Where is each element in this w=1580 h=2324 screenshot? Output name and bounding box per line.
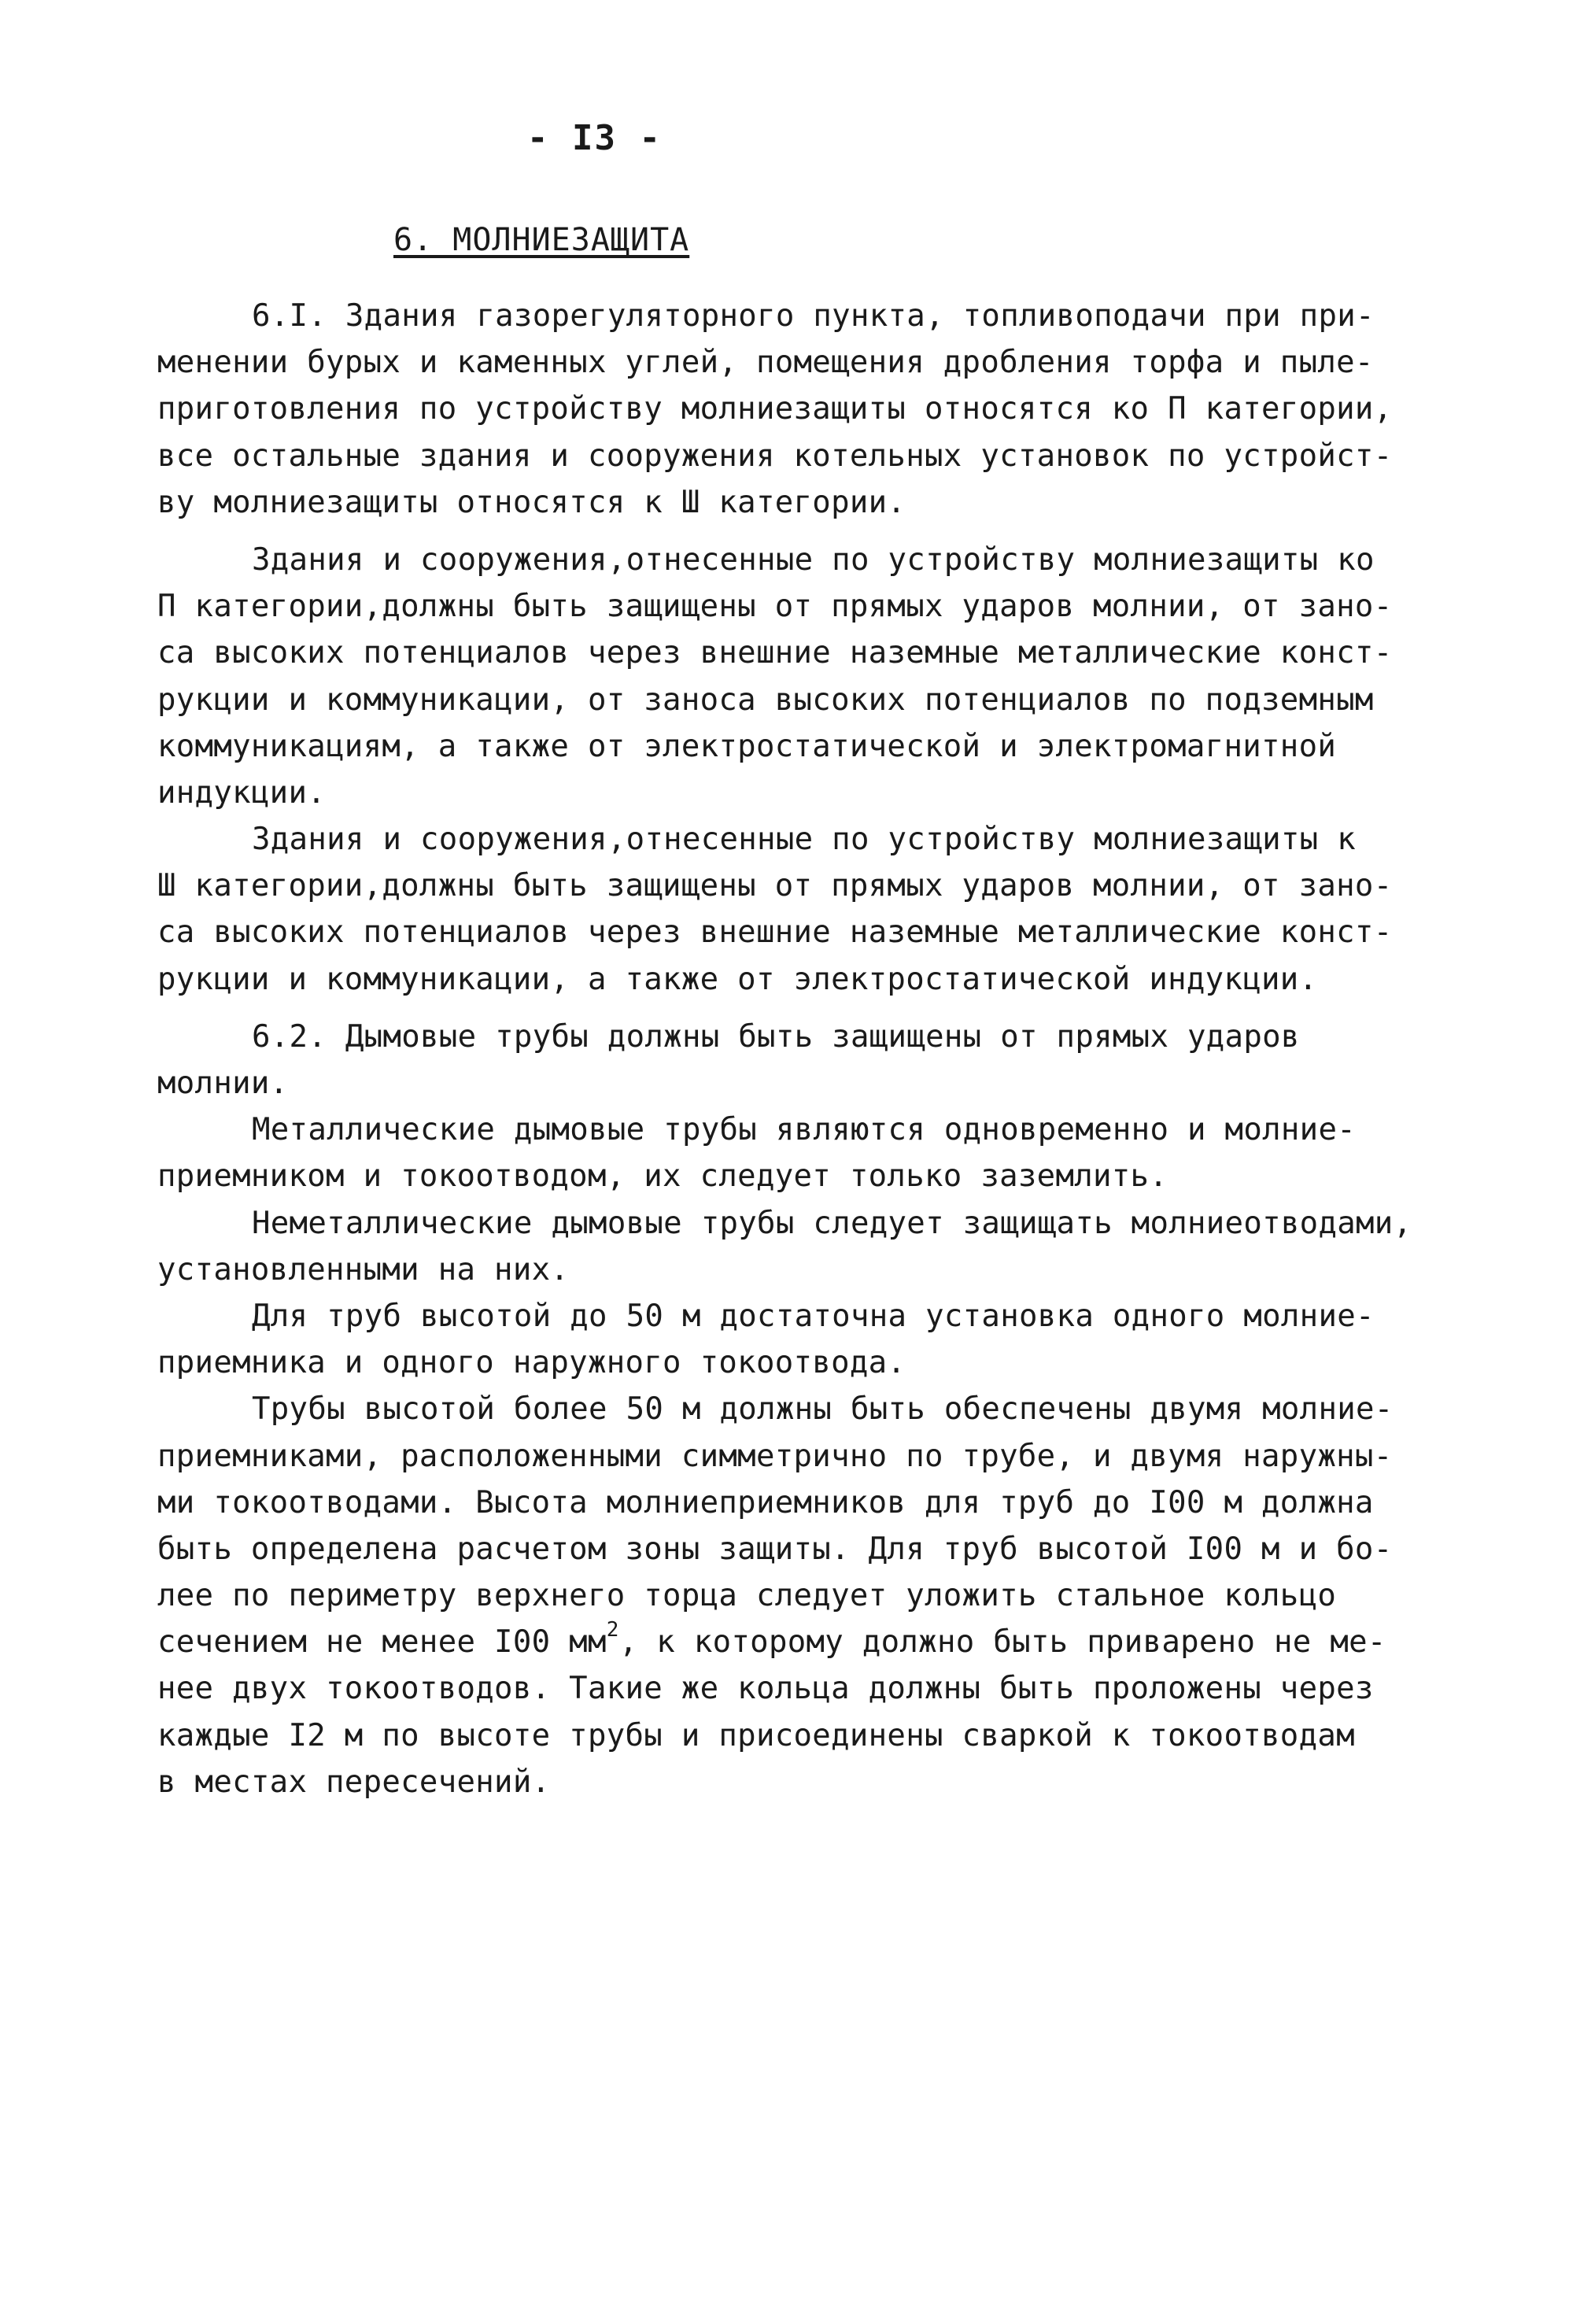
document-body — [157, 293, 1416, 1805]
text-line: лее по периметру верхнего торца следует уложить стальное кольцо — [157, 1578, 1337, 1614]
text-line: установленными на них. — [157, 1251, 570, 1288]
text-line: рукции и коммуникации, от заноса высоких потенциалов по подземным — [157, 682, 1374, 718]
text-line: индукции. — [157, 774, 327, 811]
text-line: Здания и сооружения,отнесенные по устройству молниезащиты к — [252, 822, 1357, 858]
superscript: 2 — [606, 1618, 619, 1642]
text-segment: сечением не менее I00 мм — [157, 1624, 607, 1661]
text-segment: , к которому должно быть приварено не ме- — [618, 1624, 1386, 1661]
text-line: Ш категории,должны быть защищены от прямых ударов молнии, от зано- — [157, 868, 1393, 904]
text-line: рукции и коммуникации, а также от электростатической индукции. — [157, 961, 1318, 997]
text-line: 6.I. Здания газорегуляторного пункта, топливоподачи при при- — [252, 298, 1375, 334]
text-line: Для труб высотой до 50 м достаточна установка одного молние- — [252, 1298, 1375, 1334]
text-line: 6.2. Дымовые трубы должны быть защищены от прямых ударов — [252, 1018, 1300, 1055]
text-line: все остальные здания и сооружения котельных установок по устройст- — [157, 438, 1393, 474]
text-line: нее двух токоотводов. Такие же кольца должны быть проложены через — [157, 1671, 1374, 1707]
text-line: ву молниезащиты относятся к Ш категории. — [157, 484, 906, 520]
text-line: ми токоотводами. Высота молниеприемников для труб до I00 м должна — [157, 1484, 1374, 1520]
text-line: приемниками, расположенными симметрично по трубе, и двумя наружны- — [157, 1438, 1393, 1474]
text-line: молнии. — [157, 1066, 289, 1101]
text-line: быть определена расчетом зоны защиты. Для труб высотой I00 м и бо- — [157, 1531, 1393, 1567]
text-line: Неметаллические дымовые трубы следует защищать молниеотводами, — [252, 1205, 1412, 1241]
text-line: Металлические дымовые трубы являются одновременно и молние- — [252, 1112, 1357, 1148]
text-line: в местах пересечений. — [157, 1764, 551, 1800]
text-line: Здания и сооружения,отнесенные по устройству молниезащиты ко — [252, 541, 1375, 578]
text-line: са высоких потенциалов через внешние наземные металлические конст- — [157, 914, 1393, 951]
text-line: каждые I2 м по высоте трубы и присоединены сваркой к токоотводам — [157, 1717, 1355, 1753]
section-title: 6. МОЛНИЕЗАЩИТА — [393, 222, 690, 258]
text-line: П категории,должны быть защищены от прямых ударов молнии, от зано- — [157, 589, 1393, 625]
page-number: - I3 - — [527, 118, 662, 158]
text-line: приемником и токоотводом, их следует только заземлить. — [157, 1158, 1168, 1195]
text-line: коммуникациям, а также от электростатической и электромагнитной — [157, 728, 1337, 764]
text-line: са высоких потенциалов через внешние наземные металлические конст- — [157, 635, 1393, 671]
text-line: менении бурых и каменных углей, помещения дробления торфа и пыле- — [157, 345, 1374, 381]
text-line: приготовления по устройству молниезащиты относятся ко П категории, — [157, 391, 1393, 427]
text-line: Трубы высотой более 50 м должны быть обеспечены двумя молние- — [252, 1391, 1394, 1428]
text-line: приемника и одного наружного токоотвода. — [157, 1345, 906, 1381]
text-line-with-superscript — [157, 1619, 1416, 1665]
